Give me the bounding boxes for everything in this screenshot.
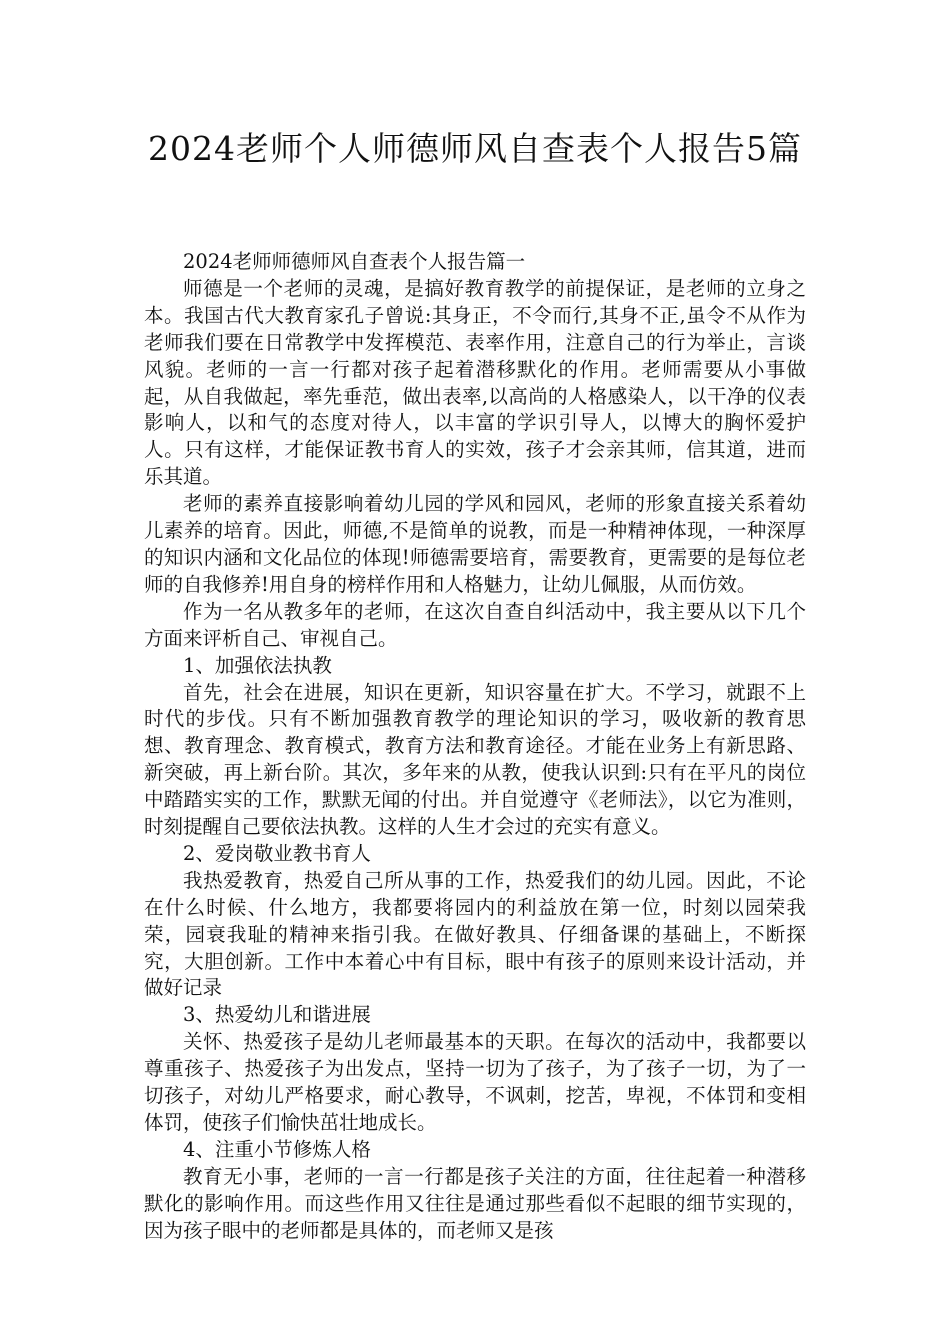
section-heading: 2024老师师德师风自查表个人报告篇一 (183, 250, 526, 273)
body-paragraph: 关怀、热爱孩子是幼儿老师最基本的天职。在每次的活动中，我都要以尊重孩子、热爱孩子为出发点，坚持一切为了孩子，为了孩子一切，为了一切孩子，对幼儿严格要求，耐心教导，不讽刺，挖苦，卑视，不体罚和变相体罚，使孩子们愉快茁壮地成长。 (144, 1030, 806, 1134)
subsection-heading: 3、热爱幼儿和谐进展 (183, 1003, 371, 1027)
document-body (144, 249, 806, 1245)
subsection-heading: 1、加强依法执教 (183, 653, 332, 677)
body-paragraph: 首先，社会在进展，知识在更新，知识容量在扩大。不学习，就跟不上时代的步伐。只有不断加强教育教学的理论知识的学习，吸收新的教育思想、教育理念、教育模式，教育方法和教育途径。才能在业务上有新思路、新突破，再上新台阶。其次，多年来的从教，使我认识到:只有在平凡的岗位中踏踏实实的工作，默默无闻的付出。并自觉遵守《老师法》，以它为准则，时刻提醒自己要依法执教。这样的人生才会过的充实有意义。 (144, 680, 806, 839)
document-title: 2024老师个人师德师风自查表个人报告5篇 (148, 129, 802, 168)
subsection-heading: 2、爱岗敬业教书育人 (183, 841, 371, 865)
body-paragraph: 作为一名从教多年的老师，在这次自查自纠活动中，我主要从以下几个方面来评析自己、审视自己。 (144, 599, 806, 650)
body-paragraph: 老师的素养直接影响着幼儿园的学风和园风，老师的形象直接关系着幼儿素养的培育。因此，师德,不是简单的说教，而是一种精神体现，一种深厚的知识内涵和文化品位的体现!师德需要培育，需要教育，更需要的是每位老师的自我修养!用自身的榜样作用和人格魅力，让幼儿佩服，从而仿效。 (144, 492, 806, 596)
subsection-heading: 4、注重小节修炼人格 (183, 1137, 371, 1161)
body-paragraph: 我热爱教育，热爱自己所从事的工作，热爱我们的幼儿园。因此，不论在什么时候、什么地方，我都要将园内的利益放在第一位，时刻以园荣我荣，园衰我耻的精神来指引我。在做好教具、仔细备课的基础上，不断探究，大胆创新。工作中本着心中有目标，眼中有孩子的原则来设计活动，并做好记录 (144, 868, 806, 1000)
body-paragraph: 师德是一个老师的灵魂，是搞好教育教学的前提保证，是老师的立身之本。我国古代大教育家孔子曾说:其身正，不令而行,其身不正,虽令不从作为老师我们要在日常教学中发挥模范、表率作用，注意自己的行为举止，言谈风貌。老师的一言一行都对孩子起着潜移默化的作用。老师需要从小事做起，从自我做起，率先垂范，做出表率,以高尚的人格感染人，以干净的仪表影响人，以和气的态度对待人，以丰富的学识引导人，以博大的胸怀爱护人。只有这样，才能保证教书育人的实效，孩子才会亲其师，信其道，进而乐其道。 (144, 276, 806, 489)
body-paragraph: 教育无小事，老师的一言一行都是孩子关注的方面，往往起着一种潜移默化的影响作用。而这些作用又往往是通过那些看似不起眼的细节实现的，因为孩子眼中的老师都是具体的，而老师又是孩 (144, 1164, 806, 1242)
